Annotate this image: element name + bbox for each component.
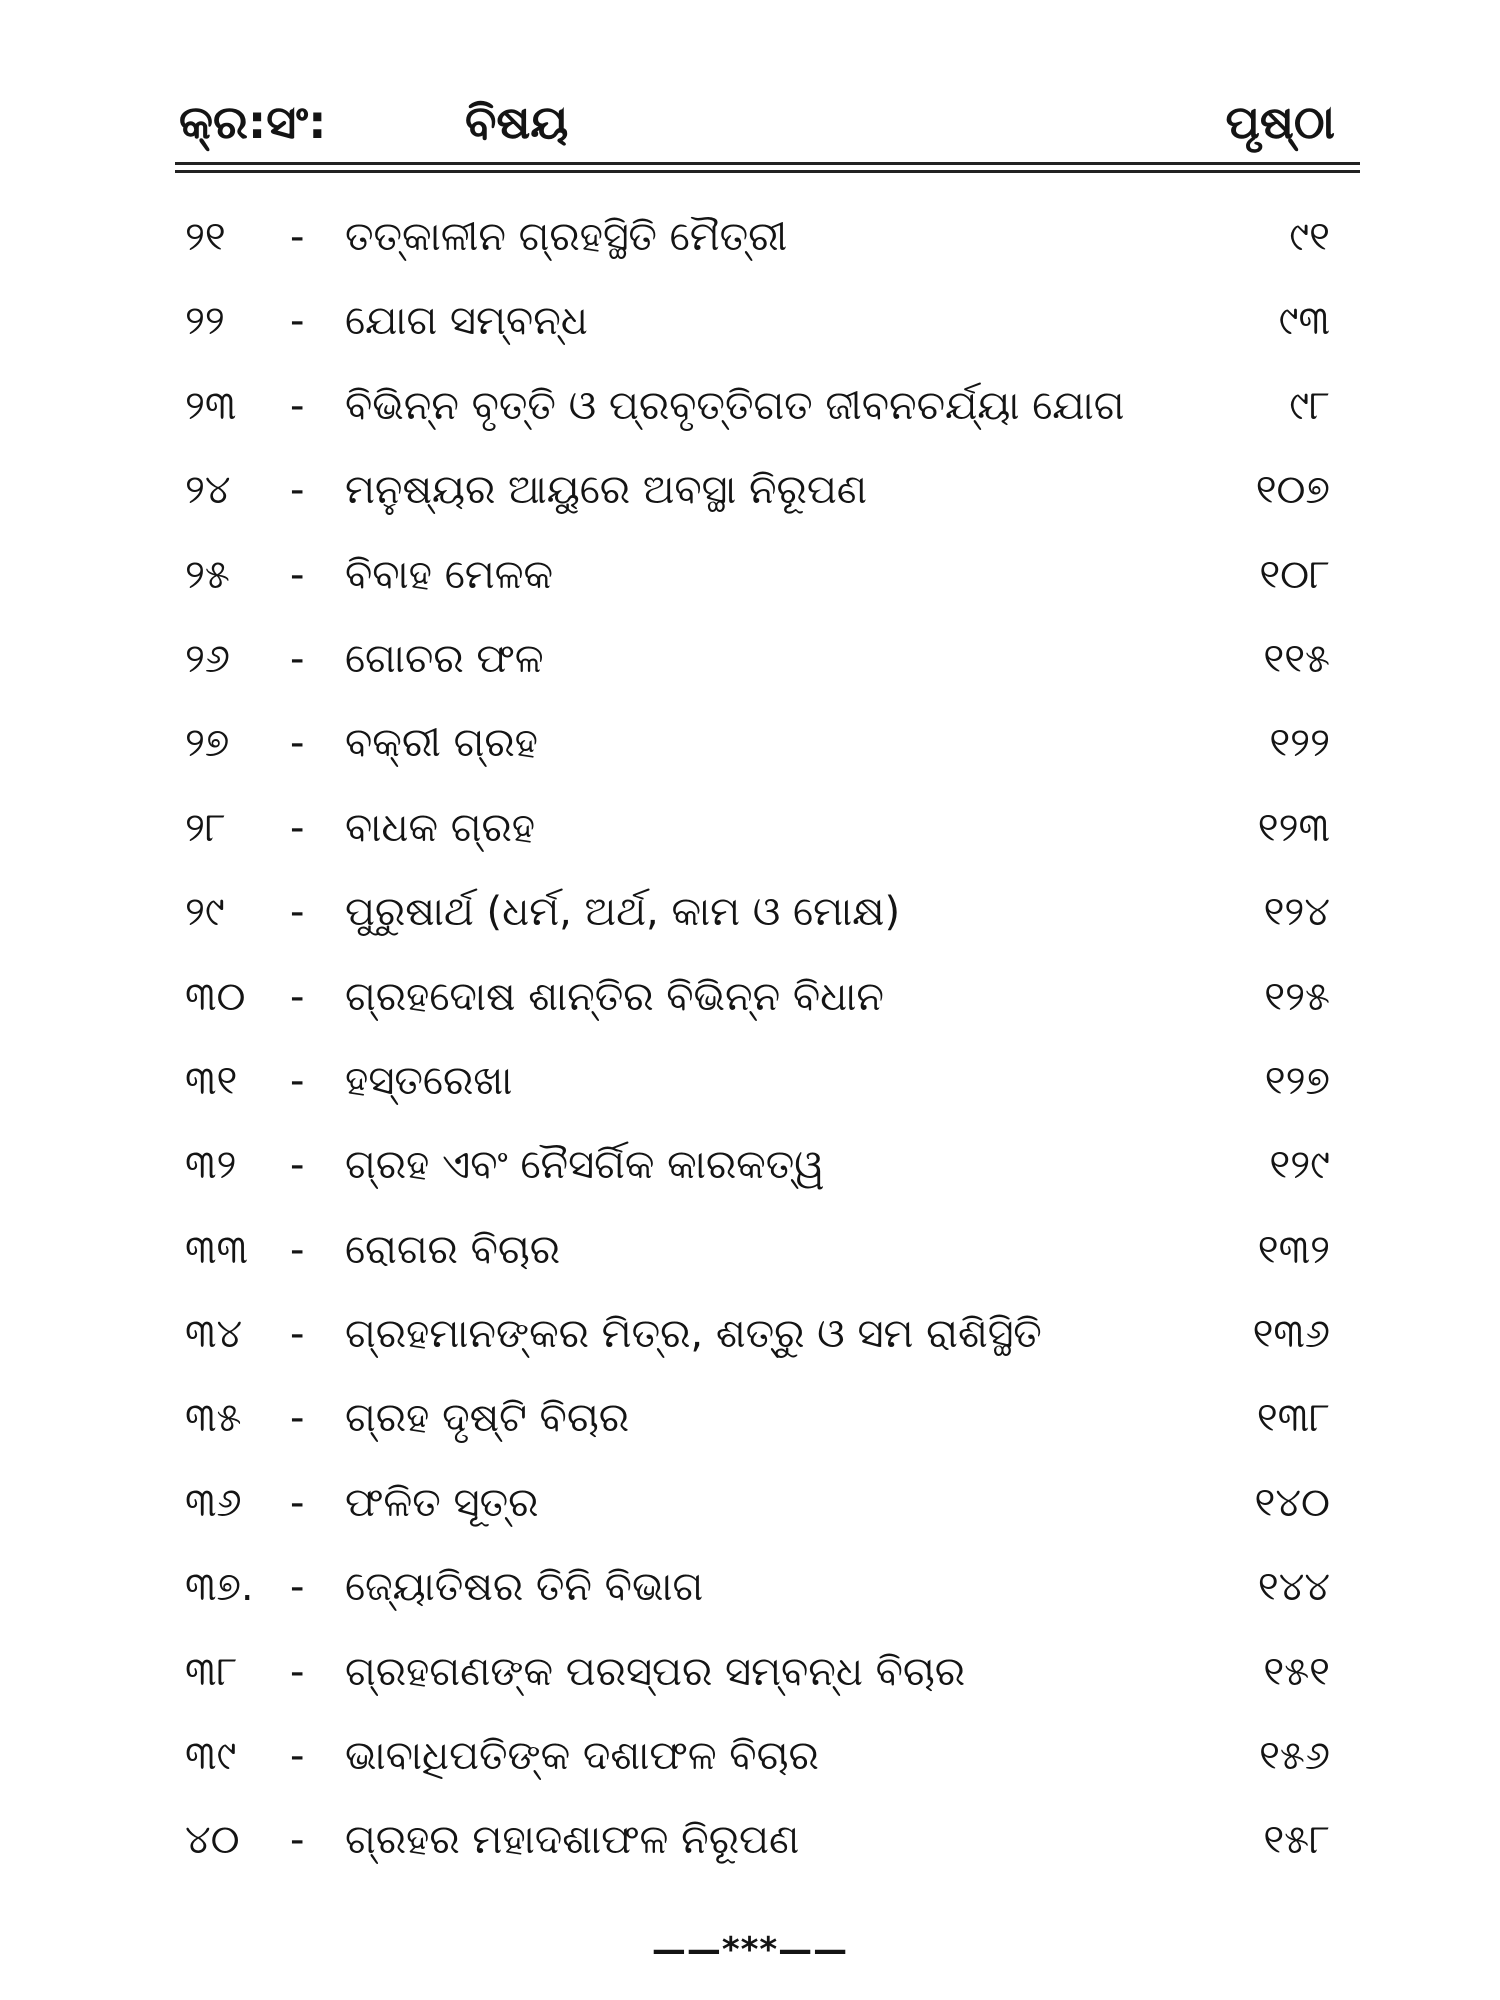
entry-separator: - — [290, 1733, 305, 1780]
entry-number: ୨୩ — [185, 382, 237, 429]
entry-separator: - — [290, 551, 305, 598]
entry-number: ୨୮ — [185, 804, 226, 851]
toc-row — [175, 195, 1365, 279]
entry-number: ୩୫ — [185, 1395, 242, 1442]
entry-number: ୩୯ — [185, 1733, 237, 1780]
toc-row — [175, 279, 1365, 363]
entry-title: ଫଳିତ ସୂତ୍ର — [345, 1479, 539, 1526]
entry-separator: - — [290, 467, 305, 514]
entry-title: ବିବାହ ମେଳକ — [345, 551, 554, 598]
entry-separator: - — [290, 1142, 305, 1189]
header-divider-bottom — [175, 170, 1360, 173]
entry-number: ୨୧ — [185, 214, 226, 260]
entry-number: ୨୬ — [185, 635, 231, 682]
toc-row — [175, 1123, 1365, 1207]
entry-page-number: ୧୨୨ — [1269, 720, 1330, 767]
entry-number: ୨୯ — [185, 889, 225, 936]
entry-title: ଗ୍ରହର ମହାଦଶାଫଳ ନିରୂପଣ — [345, 1817, 800, 1864]
entry-number: ୪୦ — [185, 1817, 240, 1864]
end-ornament: ——***—— — [651, 1930, 849, 1970]
entry-title: ପୁରୁଷାର୍ଥ (ଧର୍ମ, ଅର୍ଥ, କାମ ଓ ମୋକ୍ଷ) — [345, 889, 901, 936]
entry-title: ଗ୍ରହ ଏବଂ ନୈସର୍ଗିକ କାରକତ୍ୱ — [345, 1142, 825, 1189]
table-of-contents — [175, 195, 1365, 1883]
entry-page-number: ୧୪୪ — [1257, 1564, 1330, 1611]
entry-title: ବିଭିନ୍ନ ବୃତ୍ତି ଓ ପ୍ରବୃତ୍ତିଗତ ଜୀବନଚର୍ଯ୍ୟା ଯୋଗ — [345, 382, 1125, 429]
entry-title: ଜ୍ୟୋତିଷର ତିନି ବିଭାଗ — [345, 1564, 704, 1611]
entry-number: ୩୩ — [185, 1226, 248, 1273]
entry-number: ୩୬ — [185, 1479, 242, 1526]
entry-number: ୩୦ — [185, 973, 246, 1020]
entry-page-number: ୯୮ — [1289, 382, 1330, 429]
entry-separator: - — [290, 1648, 305, 1695]
entry-title: ଗ୍ରହଗଣଙ୍କ ପରସ୍ପର ସମ୍ବନ୍ଧ ବିଚାର — [345, 1648, 966, 1695]
entry-separator: - — [290, 1817, 305, 1864]
entry-page-number: ୧୪୦ — [1254, 1479, 1330, 1526]
toc-row — [175, 1798, 1365, 1882]
toc-row — [175, 701, 1365, 785]
entry-title: ରୋଗର ବିଚାର — [345, 1226, 561, 1273]
toc-row — [175, 1376, 1365, 1460]
entry-page-number: ୧୫୮ — [1263, 1817, 1330, 1864]
toc-row — [175, 870, 1365, 954]
serial-number-header: କ୍ର:ସଂ: — [179, 95, 327, 149]
toc-row — [175, 448, 1365, 532]
entry-separator: - — [290, 1564, 305, 1611]
toc-row — [175, 1630, 1365, 1714]
entry-title: ଗ୍ରହମାନଙ୍କର ମିତ୍ର, ଶତ୍ରୁ ଓ ସମ ରାଶିସ୍ଥିତି — [345, 1311, 1042, 1358]
toc-row — [175, 364, 1365, 448]
toc-header — [175, 80, 1365, 170]
toc-row — [175, 1545, 1365, 1629]
entry-title: ବକ୍ରୀ ଗ୍ରହ — [345, 720, 538, 767]
entry-page-number: ୧୨୭ — [1264, 1057, 1330, 1104]
entry-number: ୩୧ — [185, 1057, 238, 1104]
header-divider-top — [175, 162, 1360, 165]
entry-title: ତତ୍କାଳୀନ ଗ୍ରହସ୍ଥିତି ମୈତ୍ରୀ — [345, 214, 788, 260]
entry-separator: - — [290, 1311, 305, 1358]
entry-page-number: ୧୨୪ — [1263, 889, 1330, 936]
entry-title: ମନୁଷ୍ୟର ଆୟୁରେ ଅବସ୍ଥା ନିରୂପଣ — [345, 467, 868, 514]
entry-title: ଯୋଗ ସମ୍ବନ୍ଧ — [345, 298, 588, 345]
entry-separator: - — [290, 1395, 305, 1442]
toc-row — [175, 533, 1365, 617]
entry-separator: - — [290, 382, 305, 429]
entry-number: ୩୨ — [185, 1142, 237, 1189]
entry-title: ଭାବାଧିପତିଙ୍କ ଦଶାଫଳ ବିଚାର — [345, 1733, 819, 1780]
entry-page-number: ୧୨୩ — [1257, 804, 1330, 851]
toc-row — [175, 1461, 1365, 1545]
entry-title: ଗୋଚର ଫଳ — [345, 635, 544, 682]
entry-separator: - — [290, 889, 305, 936]
entry-page-number: ୧୦୭ — [1255, 467, 1330, 514]
entry-page-number: ୯୩ — [1278, 298, 1330, 345]
entry-page-number: ୧୫୧ — [1263, 1648, 1330, 1695]
entry-page-number: ୧୩୨ — [1257, 1226, 1330, 1273]
entry-title: ଗ୍ରହ ଦୃଷ୍ଟି ବିଚାର — [345, 1395, 630, 1442]
entry-number: ୨୨ — [185, 298, 225, 345]
entry-separator: - — [290, 1479, 305, 1526]
entry-separator: - — [290, 214, 305, 260]
entry-number: ୩୭. — [185, 1564, 254, 1611]
entry-number: ୨୪ — [185, 467, 231, 514]
toc-row — [175, 1292, 1365, 1376]
entry-page-number: ୧୩୬ — [1252, 1311, 1330, 1358]
toc-row — [175, 786, 1365, 870]
entry-separator: - — [290, 720, 305, 767]
page-header: ପୃଷ୍ଠା — [1225, 95, 1335, 149]
entry-title: ଗ୍ରହଦୋଷ ଶାନ୍ତିର ବିଭିନ୍ନ ବିଧାନ — [345, 973, 884, 1020]
entry-page-number: ୧୩୮ — [1256, 1395, 1330, 1442]
entry-title: ହସ୍ତରେଖା — [345, 1057, 513, 1104]
entry-separator: - — [290, 298, 305, 345]
toc-row — [175, 617, 1365, 701]
toc-row — [175, 955, 1365, 1039]
entry-number: ୩୮ — [185, 1648, 238, 1695]
entry-page-number: ୯୧ — [1289, 214, 1330, 260]
entry-title: ବାଧକ ଗ୍ରହ — [345, 804, 536, 851]
entry-separator: - — [290, 1226, 305, 1273]
entry-page-number: ୧୧୫ — [1263, 635, 1330, 682]
entry-page-number: ୧୨୫ — [1264, 973, 1330, 1020]
entry-page-number: ୧୫୬ — [1259, 1733, 1330, 1780]
toc-row — [175, 1714, 1365, 1798]
topic-header: ବିଷୟ — [465, 95, 569, 149]
entry-page-number: ୧୨୯ — [1269, 1142, 1330, 1189]
entry-separator: - — [290, 635, 305, 682]
entry-number: ୨୫ — [185, 551, 230, 598]
entry-separator: - — [290, 973, 305, 1020]
entry-page-number: ୧୦୮ — [1259, 551, 1330, 598]
toc-row — [175, 1208, 1365, 1292]
entry-separator: - — [290, 1057, 305, 1104]
toc-row — [175, 1039, 1365, 1123]
entry-separator: - — [290, 804, 305, 851]
entry-number: ୨୭ — [185, 720, 230, 767]
entry-number: ୩୪ — [185, 1311, 243, 1358]
